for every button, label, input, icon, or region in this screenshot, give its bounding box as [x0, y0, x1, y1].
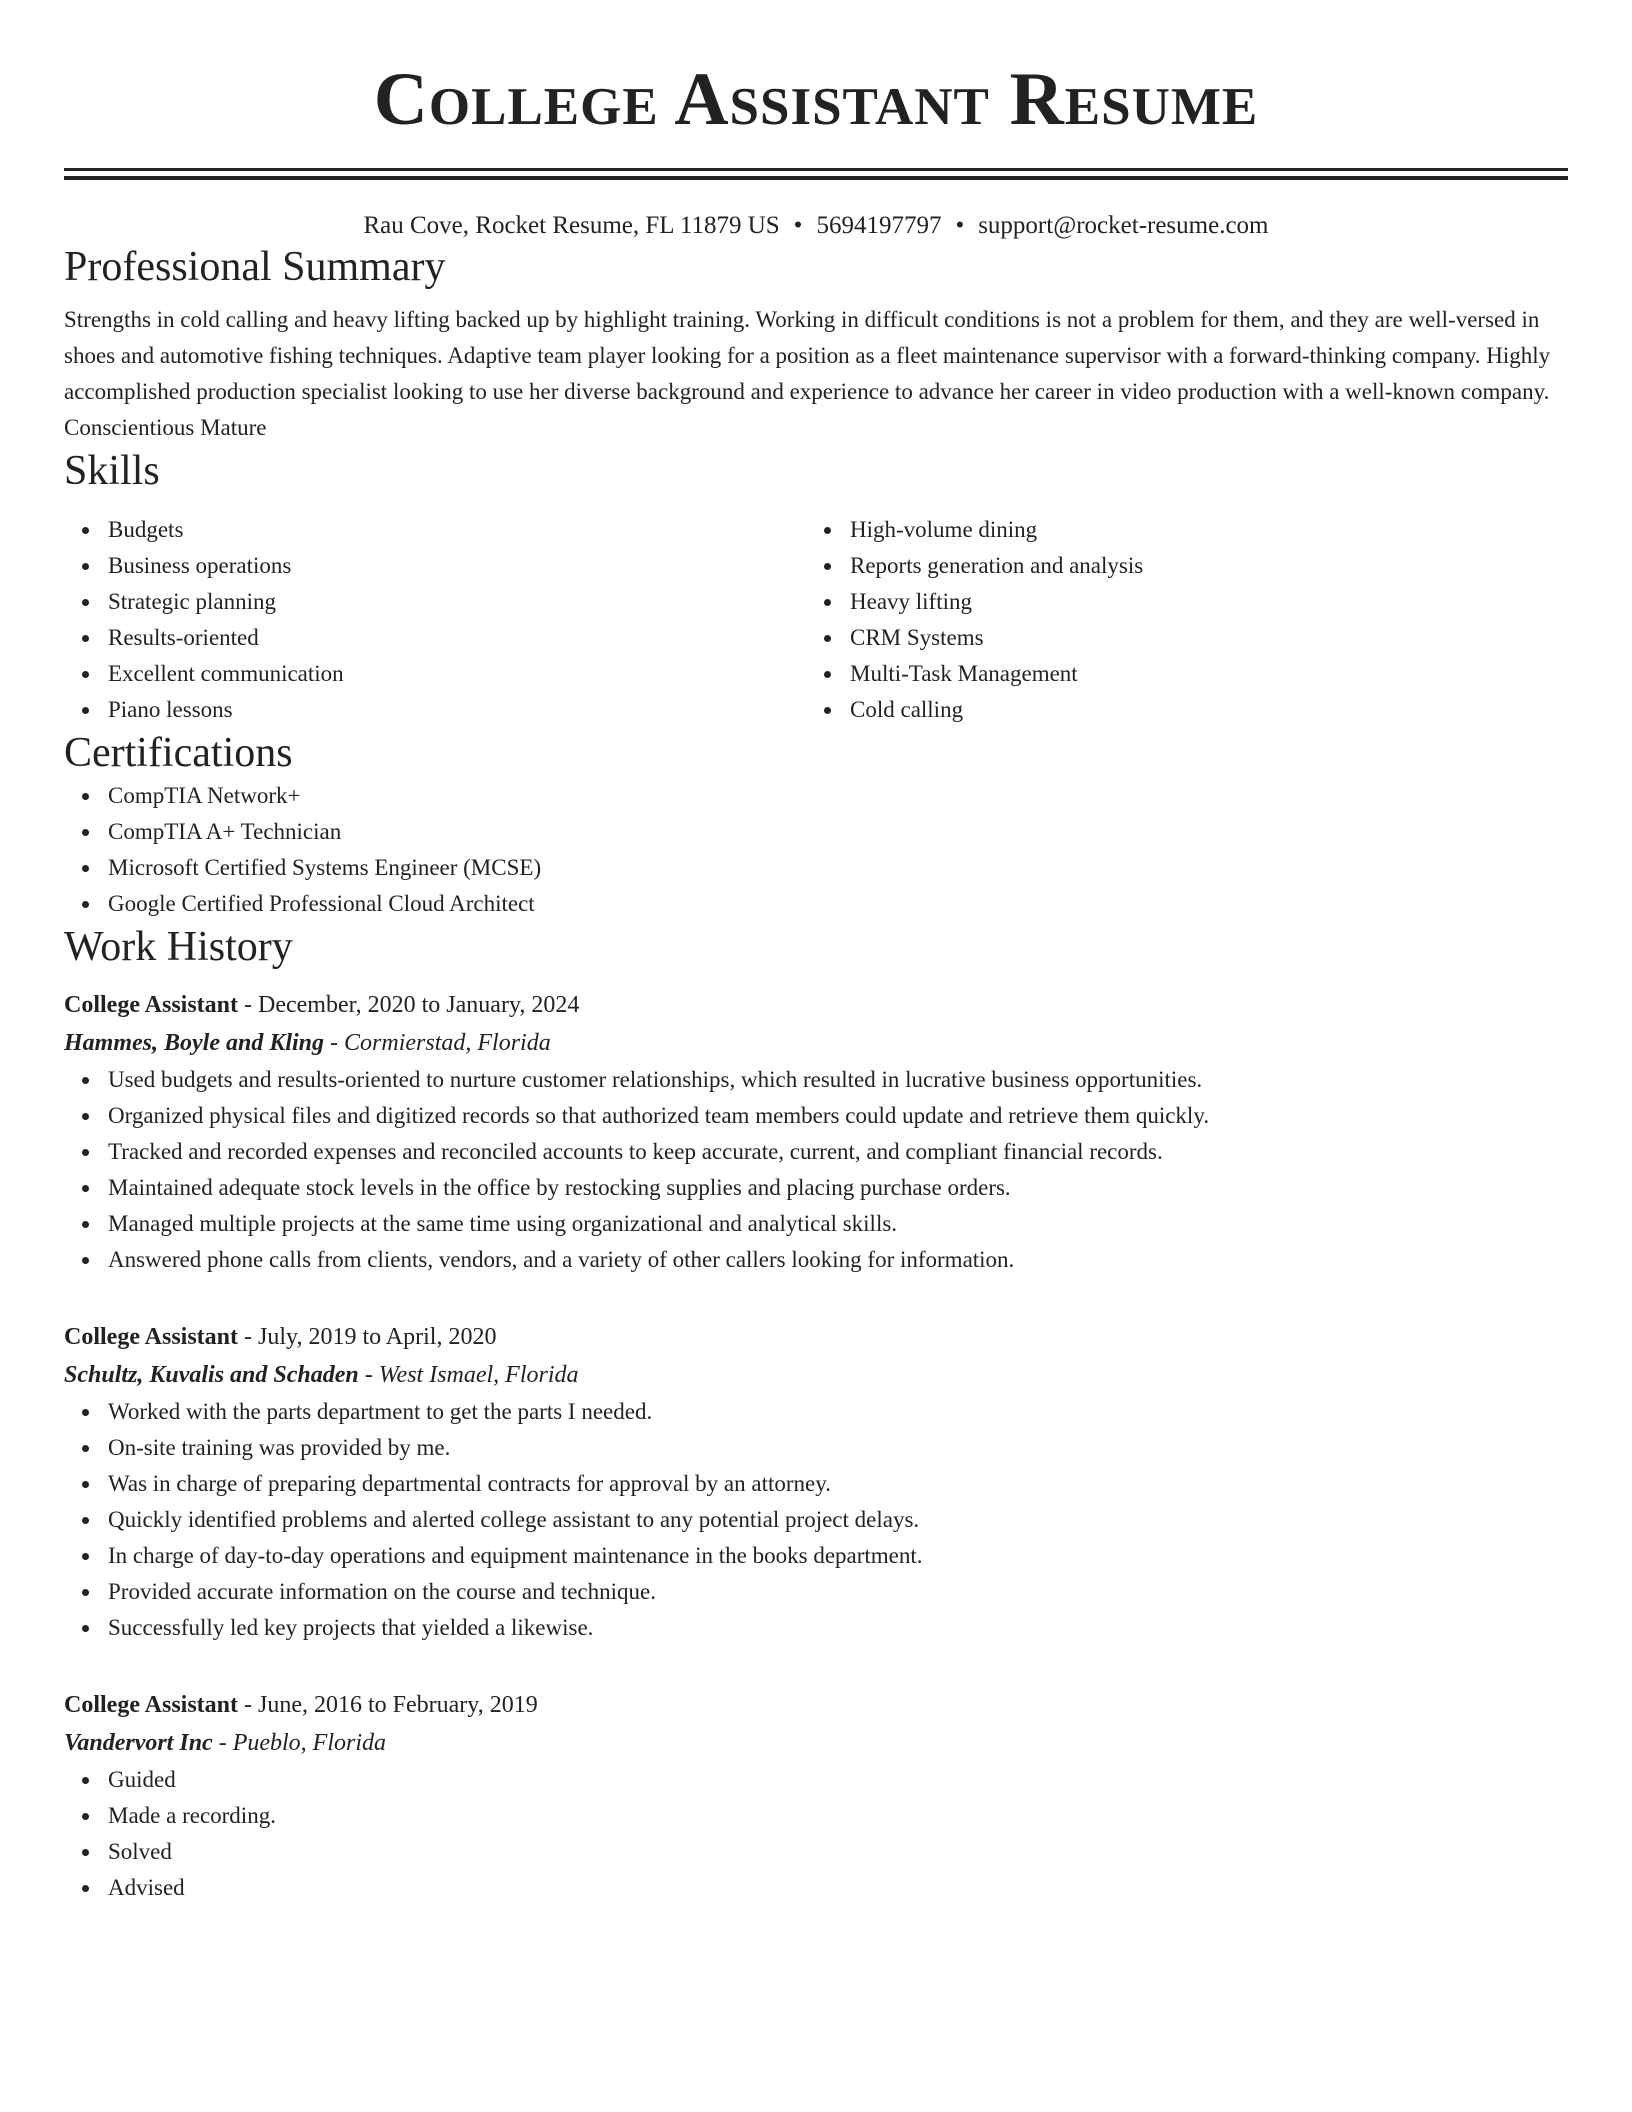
skill-item: Strategic planning [108, 584, 806, 620]
skill-item: Budgets [108, 512, 806, 548]
job-bullet: Organized physical files and digitized records so that authorized team members could update and retrieve them quickly. [108, 1098, 1568, 1134]
job-role: College Assistant [64, 1692, 238, 1718]
skill-item: Reports generation and analysis [850, 548, 1548, 584]
summary-text: Strengths in cold calling and heavy lifting backed up by highlight training. Working in difficult conditions is not a problem for them, and they are well-versed in shoes and automotive fishing techniques. Adaptive team player looking for a position as a fleet maintenance supervisor with a forward-thinking company. Highly accomplished production specialist looking to use her diverse background and experience to advance her career in video production with a well-known company. Conscientious Mature [64, 307, 1551, 440]
job-bullet-list [64, 1062, 1568, 1278]
job-bullet: Advised [108, 1870, 1568, 1906]
job-company: Hammes, Boyle and Kling [64, 1030, 325, 1056]
job-entry [64, 1318, 1568, 1646]
skills-column-right [806, 512, 1548, 728]
skill-item: High-volume dining [850, 512, 1548, 548]
job-role: College Assistant [64, 1324, 238, 1350]
job-header: College Assistant - June, 2016 to February, 2019 [64, 1692, 538, 1718]
skills-heading: Skills [64, 448, 160, 494]
skill-item: Multi-Task Management [850, 656, 1548, 692]
job-company-line: Hammes, Boyle and Kling - Cormierstad, Florida [64, 1030, 551, 1056]
job-bullet: In charge of day-to-day operations and equipment maintenance in the books department. [108, 1538, 1568, 1574]
job-bullet: Used budgets and results-oriented to nurture customer relationships, which resulted in lucrative business opportunities. [108, 1062, 1568, 1098]
job-dates: June, 2016 to February, 2019 [258, 1692, 538, 1718]
skills-column-left [64, 512, 806, 728]
job-company: Schultz, Kuvalis and Schaden [64, 1362, 359, 1388]
job-bullet: Was in charge of preparing departmental contracts for approval by an attorney. [108, 1466, 1568, 1502]
job-bullet: Worked with the parts department to get the parts I needed. [108, 1394, 1568, 1430]
job-header: College Assistant - July, 2019 to April, 2020 [64, 1324, 497, 1350]
job-bullet: Maintained adequate stock levels in the office by restocking supplies and placing purchase orders. [108, 1170, 1568, 1206]
job-bullet: Quickly identified problems and alerted college assistant to any potential project delays. [108, 1502, 1568, 1538]
job-bullet: Answered phone calls from clients, vendors, and a variety of other callers looking for information. [108, 1242, 1568, 1278]
job-entry [64, 986, 1568, 1278]
resume-title: College Assistant Resume [373, 58, 1259, 141]
certification-item: CompTIA A+ Technician [108, 814, 1568, 850]
job-role: College Assistant [64, 992, 238, 1018]
contact-phone: 5694197797 [816, 212, 942, 239]
job-bullet-list [64, 1394, 1568, 1646]
job-bullet: On-site training was provided by me. [108, 1430, 1568, 1466]
job-location: West Ismael, Florida [378, 1362, 579, 1388]
skill-item: Cold calling [850, 692, 1548, 728]
job-bullet: Tracked and recorded expenses and reconciled accounts to keep accurate, current, and compliant financial records. [108, 1134, 1568, 1170]
skill-item: Excellent communication [108, 656, 806, 692]
certification-item: CompTIA Network+ [108, 778, 1568, 814]
certifications-list [64, 778, 1568, 922]
work-history-heading: Work History [64, 924, 293, 970]
job-bullet: Successfully led key projects that yielded a likewise. [108, 1610, 1568, 1646]
job-bullet: Managed multiple projects at the same time using organizational and analytical skills. [108, 1206, 1568, 1242]
job-dates: December, 2020 to January, 2024 [258, 992, 580, 1018]
certification-item: Microsoft Certified Systems Engineer (MCSE) [108, 850, 1568, 886]
title-divider [64, 168, 1568, 180]
job-company: Vandervort Inc [64, 1730, 213, 1756]
job-bullet: Guided [108, 1762, 1568, 1798]
job-location: Cormierstad, Florida [344, 1030, 551, 1056]
contact-separator: • [955, 212, 965, 239]
skills-list-right [806, 512, 1548, 728]
certifications-heading: Certifications [64, 730, 293, 776]
skill-item: Piano lessons [108, 692, 806, 728]
job-bullet: Made a recording. [108, 1798, 1568, 1834]
job-bullet: Provided accurate information on the course and technique. [108, 1574, 1568, 1610]
job-header: College Assistant - December, 2020 to January, 2024 [64, 992, 580, 1018]
summary-heading: Professional Summary [64, 244, 446, 290]
contact-line [64, 210, 1568, 242]
job-location: Pueblo, Florida [232, 1730, 387, 1756]
job-entry [64, 1686, 1568, 1906]
skill-item: Heavy lifting [850, 584, 1548, 620]
job-bullet-list [64, 1762, 1568, 1906]
certification-item: Google Certified Professional Cloud Architect [108, 886, 1568, 922]
skill-item: CRM Systems [850, 620, 1548, 656]
contact-address: Rau Cove, Rocket Resume, FL 11879 US [363, 212, 780, 239]
skill-item: Results-oriented [108, 620, 806, 656]
contact-separator: • [793, 212, 803, 239]
job-company-line: Vandervort Inc - Pueblo, Florida [64, 1730, 387, 1756]
job-company-line: Schultz, Kuvalis and Schaden - West Ismael, Florida [64, 1362, 579, 1388]
job-dates: July, 2019 to April, 2020 [258, 1324, 497, 1350]
contact-email: support@rocket-resume.com [978, 212, 1269, 239]
job-bullet: Solved [108, 1834, 1568, 1870]
skills-list-left [64, 512, 806, 728]
skills-grid [64, 512, 1568, 728]
skill-item: Business operations [108, 548, 806, 584]
